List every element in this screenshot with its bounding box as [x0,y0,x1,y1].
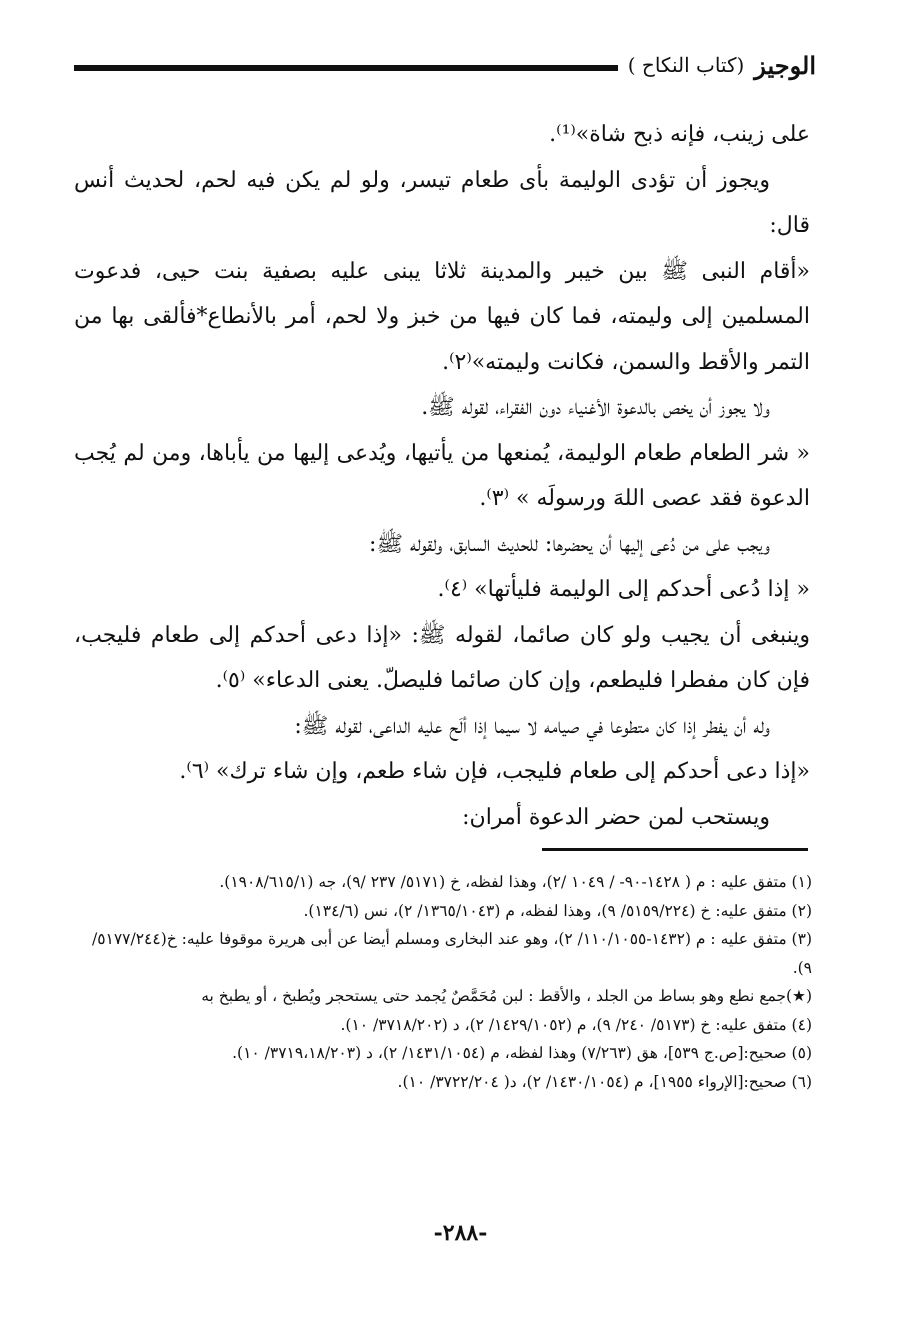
footnotes [74,868,812,1096]
paragraph-1: على زينب، فإنه ذبح شاة»⁽¹⁾. [549,122,810,147]
footnote-2: (٢) متفق عليه: خ (٥١٥٩/٢٢٤/ ٩)، وهذا لفظه، م (١٣٦٥/١٠٤٣/ ٢)، نس (١٣٤/٦). [303,901,812,920]
paragraph-3: ولا يجوز أن يخص بالدعوة الأغنياء دون الفقراء، لقوله ﷺ. [421,395,770,420]
running-header [74,48,816,82]
footnote-star: (★)جمع نطع وهو بساط من الجلد ، والأقط : لبن مُحَمَّصٌ يُجمد حتى يستحجر ويُطبخ ، أو يطبخ به [201,987,812,1005]
footnote-3: (٣) متفق عليه : م (١٤٣٢-١١٠/١٠٥٥/ ٢)، وهو عند البخارى ومسلم أيضا عن أبى هريرة موقوفا عليه: خ(٥١٧٧/٢٤٤/ ٩). [91,930,812,977]
paragraph-5: وينبغى أن يجيب ولو كان صائما، لقوله ﷺ: «إذا دعى أحدكم إلى طعام فليجب، فإن كان مفطرا فليطعم، وإن كان صائما فليصلّ. يعنى الدعاء» ⁽٥⁾. [74,622,810,693]
header-rule [74,65,618,71]
footnote-rule [542,848,808,851]
hadith-paragraph-2: « شر الطعام طعام الوليمة، يُمنعها من يأتيها، ويُدعى إليها من يأباها، ومن لم يُجب الدعوة فقد عصى اللهَ ورسولَه » ⁽٣⁾. [74,440,810,511]
chapter-title: (كتاب النكاح ) [627,53,745,77]
paragraph-7: ويستحب لمن حضر الدعوة أمران: [462,804,770,830]
footnote-1: (١) متفق عليه : م ( ١٤٢٨-٩٠- / ١٠٤٩ /٢)، وهذا لفظه، خ (٥١٧١/ ٢٣٧ /٩)، جه (١٩٠٨/٦١٥/١). [219,873,812,891]
book-title: الوجيز [754,50,816,80]
hadith-paragraph-1: «أقام النبى ﷺ بين خيبر والمدينة ثلاثا يبنى عليه بصفية بنت حيى، فدعوت المسلمين إلى وليمته، فما كان فيها من خبز ولا لحم، أمر بالأنطاع*فألقى بها من التمر والأقط والسمن، فكانت وليمته»⁽٢⁾. [74,258,810,375]
hadith-paragraph-3: « إذا دُعى أحدكم إلى الوليمة فليأتها» ⁽٤⁾. [437,577,810,602]
footnote-5: (٥) صحيح:[ص.ج ٥٣٩]، هق (٧/٢٦٣) وهذا لفظه، م (١٤٣١/١٠٥٤/ ٢)، د (٣٧١٩،١٨/٢٠٣/ ١٠). [232,1044,812,1062]
footnote-4: (٤) متفق عليه: خ (٥١٧٣/ ٢٤٠/ ٩)، م (١٤٢٩/١٠٥٢/ ٢)، د (٣٧١٨/٢٠٢/ ١٠). [340,1015,812,1034]
main-text [74,112,810,840]
paragraph-6: وله أن يفطر إذا كان متطوعا في صيامه لا سيما إذا ألَح عليه الداعى، لقوله ﷺ: [294,713,770,739]
footnote-6: (٦) صحيح:[الإرواء ١٩٥٥]، م (١٤٣٠/١٠٥٤/ ٢)، د( ٣٧٢٢/٢٠٤/ ١٠). [397,1072,812,1091]
paragraph-4: ويجب على من دُعى إليها أن يحضرها: للحديث السابق، ولقوله ﷺ: [369,531,770,557]
paragraph-2: ويجوز أن تؤدى الوليمة بأى طعام تيسر، ولو لم يكن فيه لحم، لحديث أنس قال: [74,167,810,238]
hadith-paragraph-4: «إذا دعى أحدكم إلى طعام فليجب، فإن شاء طعم، وإن شاء ترك» ⁽٦⁾. [179,759,810,784]
page-number: -٢٨٨- [433,1220,488,1246]
